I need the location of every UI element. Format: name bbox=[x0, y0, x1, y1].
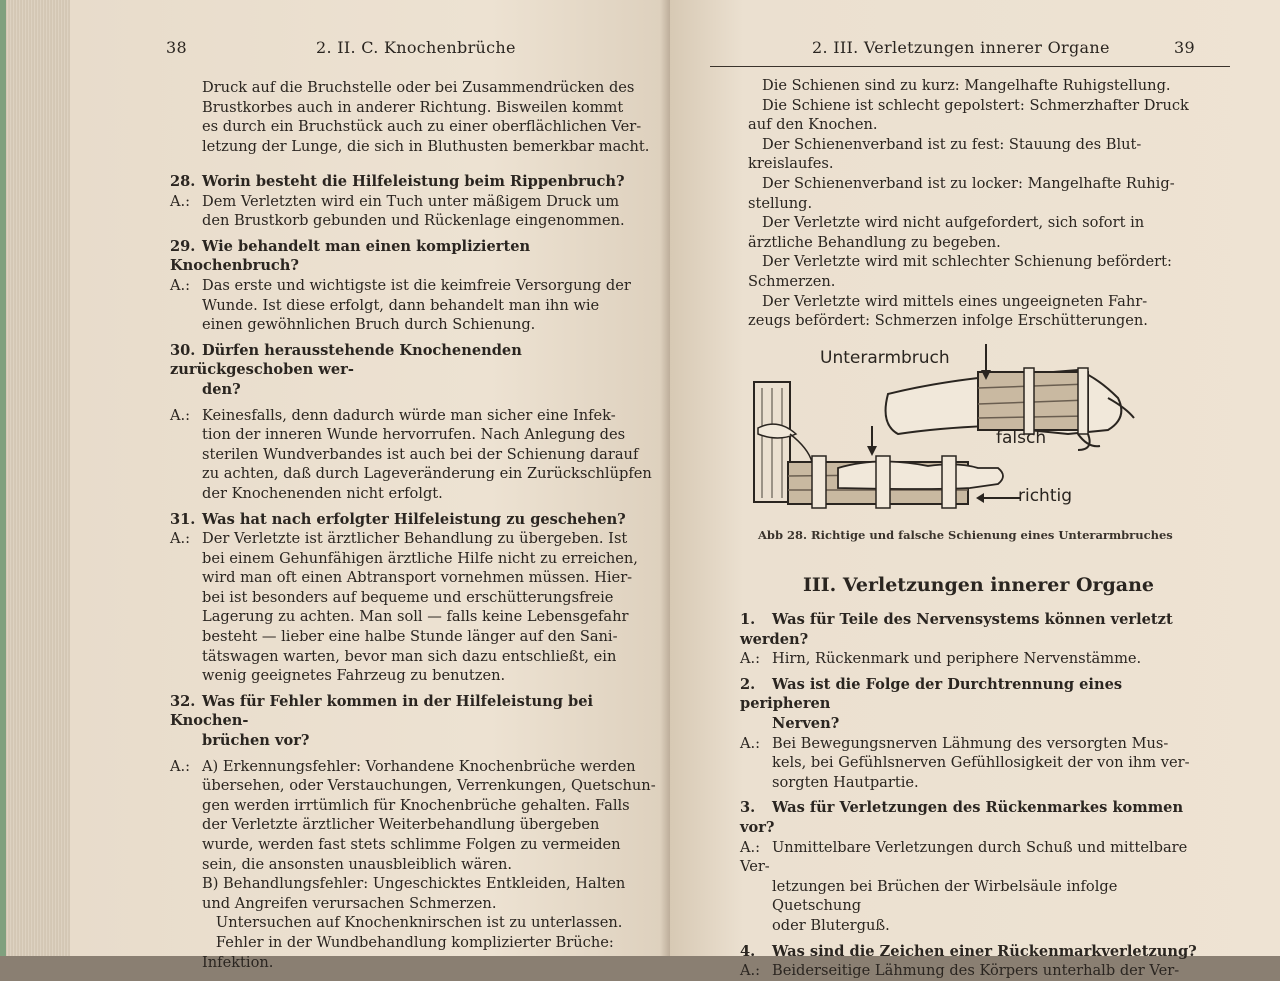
intro-line: Druck auf die Bruchstelle oder bei Zusammendrücken des bbox=[202, 79, 635, 96]
header-rule bbox=[710, 66, 1230, 67]
answer-line: sterilen Wundverbandes ist auch bei der Schienung darauf bbox=[202, 445, 639, 463]
question-29: 29. Wie behandelt man einen komplizierten Knochenbruch? bbox=[170, 237, 531, 275]
answer-line: und Angreifen verursachen Schmerzen. bbox=[202, 894, 497, 912]
running-header-right: 2. III. Verletzungen innerer Organe bbox=[812, 38, 1110, 57]
page-number-left: 38 bbox=[166, 38, 187, 57]
right-page-errors-list bbox=[748, 76, 1202, 331]
figure-caption: Abb 28. Richtige und falsche Schienung eines Unterarmbruches bbox=[758, 528, 1173, 542]
answer-line: wurde, werden fast stets schlimme Folgen zu vermeiden bbox=[202, 836, 621, 853]
question-1: 1. Was für Teile des Nervensystems können verletzt werden? bbox=[740, 611, 1173, 648]
answer-32: A.: A) Erkennungsfehler: Vorhandene Knochenbrüche werden bbox=[170, 757, 636, 775]
right-qa-block bbox=[740, 610, 1210, 981]
question-28: 28. Worin besteht die Hilfeleistung beim Rippenbruch? bbox=[170, 173, 625, 190]
answer-4: A.: Beiderseitige Lähmung des Körpers unterhalb der Ver- bbox=[740, 962, 1180, 980]
question-line: Nerven? bbox=[772, 714, 840, 732]
answer-line: Infektion. bbox=[202, 953, 274, 971]
error-line: Die Schienen sind zu kurz: Mangelhafte Ruhigstellung. bbox=[762, 77, 1171, 94]
error-line: zeugs befördert: Schmerzen infolge Erschütterungen. bbox=[748, 312, 1148, 330]
running-header-left: 2. II. C. Knochenbrüche bbox=[316, 38, 516, 57]
answer-3: A.: Unmittelbare Verletzungen durch Schuß und mittelbare Ver- bbox=[740, 838, 1188, 876]
answer-line: tätswagen warten, bevor man sich dazu entschließt, ein bbox=[202, 647, 617, 665]
question-line: den? bbox=[202, 380, 241, 398]
answer-29: A.: Das erste und wichtigste ist die keimfreie Versorgung der bbox=[170, 276, 631, 294]
splint-illustration bbox=[748, 338, 1138, 516]
answer-31: A.: Der Verletzte ist ärztlicher Behandlung zu übergeben. Ist bbox=[170, 530, 628, 548]
answer-line: bei einem Gehunfähigen ärztliche Hilfe nicht zu erreichen, bbox=[202, 549, 638, 567]
question-31: 31. Was hat nach erfolgter Hilfeleistung zu geschehen? bbox=[170, 510, 626, 528]
answer-line: Lagerung zu achten. Man soll — falls keine Lebensgefahr bbox=[202, 608, 629, 626]
answer-line: der Verletzte ärztlicher Weiterbehandlung übergeben bbox=[202, 816, 600, 834]
error-line: Der Verletzte wird mit schlechter Schienung befördert: bbox=[762, 253, 1172, 271]
figure-label-correct: richtig bbox=[1018, 486, 1073, 506]
answer-line: Wunde. Ist diese erfolgt, dann behandelt man ihn wie bbox=[202, 296, 600, 314]
error-line: Die Schiene ist schlecht gepolstert: Schmerzhafter Druck bbox=[762, 96, 1189, 114]
intro-line: letzung der Lunge, die sich in Bluthusten bemerkbar macht. bbox=[202, 137, 650, 155]
page-number-right: 39 bbox=[1174, 38, 1195, 57]
answer-28: A.: Dem Verletzten wird ein Tuch unter mäßigem Druck um bbox=[170, 192, 620, 210]
answer-line: Fehler in der Wundbehandlung komplizierter Brüche: bbox=[202, 933, 614, 951]
answer-2: A.: Bei Bewegungsnerven Lähmung des versorgten Mus- bbox=[740, 734, 1169, 752]
error-line: Der Schienenverband ist zu locker: Mangelhafte Ruhig- bbox=[762, 174, 1175, 192]
page-edges bbox=[0, 0, 70, 956]
answer-line: kels, bei Gefühlsnerven Gefühllosigkeit der von ihm ver- bbox=[772, 754, 1190, 772]
error-line: Schmerzen. bbox=[748, 272, 836, 290]
answer-line: oder Bluterguß. bbox=[772, 916, 890, 934]
answer-line: bei ist besonders auf bequeme und erschütterungsfreie bbox=[202, 588, 614, 606]
answer-line: Untersuchen auf Knochenknirschen ist zu unterlassen. bbox=[202, 914, 623, 932]
section-title: III. Verletzungen innerer Organe bbox=[803, 574, 1155, 596]
left-page bbox=[70, 0, 670, 971]
answer-line: einen gewöhnlichen Bruch durch Schienung. bbox=[202, 316, 536, 334]
answer-line: der Knochenenden nicht erfolgt. bbox=[202, 484, 443, 502]
figure-label-wrong: falsch bbox=[996, 428, 1047, 448]
error-line: Der Schienenverband ist zu fest: Stauung des Blut- bbox=[762, 135, 1142, 153]
left-page-body bbox=[202, 78, 664, 156]
answer-line: besteht — lieber eine halbe Stunde länger auf den Sani- bbox=[202, 628, 618, 646]
answer-line: wird man oft einen Abtransport vornehmen müssen. Hier- bbox=[202, 569, 633, 587]
answer-30: A.: Keinesfalls, denn dadurch würde man sicher eine Infek- bbox=[170, 406, 616, 424]
answer-line: tion der inneren Wunde hervorrufen. Nach Anlegung des bbox=[202, 426, 626, 444]
question-30: 30. Dürfen herausstehende Knochenenden zurückgeschoben wer- bbox=[170, 341, 522, 379]
question-4: 4. Was sind die Zeichen einer Rückenmarkverletzung? bbox=[740, 942, 1197, 960]
error-line: Der Verletzte wird mittels eines ungeeigneten Fahr- bbox=[762, 292, 1148, 310]
answer-line: gen werden irrtümlich für Knochenbrüche gehalten. Falls bbox=[202, 796, 630, 814]
answer-line: wenig geeignetes Fahrzeug zu benutzen. bbox=[202, 667, 506, 685]
question-line: brüchen vor? bbox=[202, 732, 310, 750]
answer-1: A.: Hirn, Rückenmark und periphere Nervenstämme. bbox=[740, 650, 1142, 668]
answer-line: zu achten, daß durch Lageveränderung ein Zurückschlüpfen bbox=[202, 465, 652, 483]
answer-line: sein, die ansonsten unausbleiblich wären. bbox=[202, 855, 512, 873]
answer-line: letzungen bei Brüchen der Wirbelsäule infolge Quetschung bbox=[772, 877, 1118, 915]
error-line: Der Verletzte wird nicht aufgefordert, sich sofort in bbox=[762, 214, 1145, 232]
question-3: 3. Was für Verletzungen des Rückenmarkes kommen vor? bbox=[740, 799, 1184, 836]
error-line: ärztliche Behandlung zu begeben. bbox=[748, 233, 1001, 251]
question-2: 2. Was ist die Folge der Durchtrennung eines peripheren bbox=[740, 675, 1123, 713]
answer-line: übersehen, oder Verstauchungen, Verrenkungen, Quetschun- bbox=[202, 777, 656, 795]
intro-line: Brustkorbes auch in anderer Richtung. Bisweilen kommt bbox=[202, 98, 624, 116]
answer-line: sorgten Hautpartie. bbox=[772, 773, 919, 791]
error-line: auf den Knochen. bbox=[748, 116, 878, 134]
question-32: 32. Was für Fehler kommen in der Hilfeleistung bei Knochen- bbox=[170, 692, 594, 730]
answer-line: den Brustkorb gebunden und Rückenlage eingenommen. bbox=[202, 212, 625, 230]
left-qa-block bbox=[170, 172, 664, 972]
figure-label-fracture: Unterarmbruch bbox=[820, 348, 950, 368]
answer-line: B) Behandlungsfehler: Ungeschicktes Entkleiden, Halten bbox=[202, 875, 626, 893]
error-line: kreislaufes. bbox=[748, 155, 834, 173]
error-line: stellung. bbox=[748, 194, 813, 212]
intro-line: es durch ein Bruchstück auch zu einer oberflächlichen Ver- bbox=[202, 118, 642, 136]
